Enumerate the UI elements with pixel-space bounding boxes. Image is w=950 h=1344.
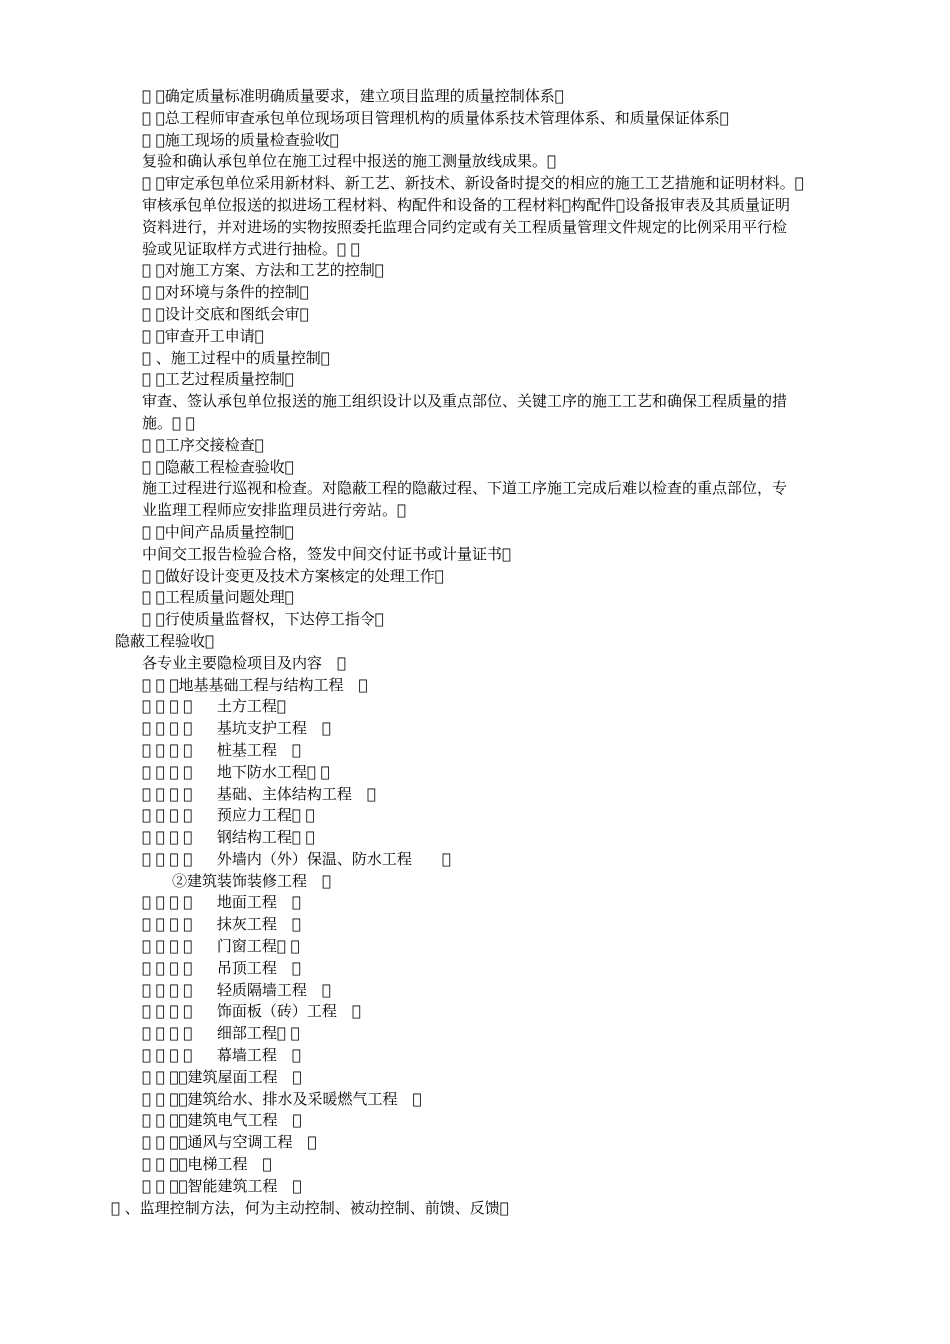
document-line: ⑦电梯工程 [142, 1155, 261, 1174]
document-line: ）工程质量问题处理 [142, 588, 292, 607]
document-line: ）对施工方案、方法和工艺的控制 [142, 261, 382, 280]
document-line: 业监理工程师应安排监理员进行旁站。 [142, 501, 402, 520]
document-line: 外墙内（外）保温、防水工程 [142, 849, 430, 868]
document-line: ）隐蔽工程检查验收 [142, 457, 292, 476]
document-line: 抹灰工程 [142, 915, 280, 934]
document-line: ④建筑给水、排水及采暖燃气工程 [142, 1089, 411, 1108]
document-line: 基础、主体结构工程 [142, 784, 355, 803]
document-line: ）工艺过程质量控制 [142, 370, 292, 389]
document-line: ⑧智能建筑工程 [142, 1176, 291, 1195]
document-line: 钢结构工程 [142, 828, 290, 847]
document-line: 桩基工程 [142, 740, 280, 759]
document-line: 中间交工报告检验合格，签发中间交付证书或计量证书 [142, 544, 507, 563]
document-line: ）确定质量标准明确质量要求，建立项目监理的质量控制体系 [142, 87, 562, 105]
document-line: 轻质隔墙工程 [142, 980, 310, 999]
document-line: 隐蔽工程验收 [115, 631, 210, 650]
document-line: 地面工程 [142, 893, 280, 912]
document-line: 土方工程 [142, 697, 265, 716]
document-line: ）总工程师审查承包单位现场项目管理机构的质量体系技术管理体系、和质量保证体系 [142, 108, 727, 127]
document-line: ）对环境与条件的控制 [142, 283, 307, 302]
document-line: 复验和确认承包单位在施工过程中报送的施工测量放线成果。 [142, 152, 552, 171]
document-line: 、监理控制方法，何为主动控制、被动控制、前馈、反馈 [111, 1198, 501, 1217]
document-line: ）设计交底和图纸会审 [142, 304, 307, 323]
document-line: 基坑支护工程 [142, 719, 310, 738]
document-line: 、施工过程中的质量控制 [142, 348, 322, 367]
document-line: ）行使质量监督权，下达停工指令 [142, 610, 382, 629]
document-line: 资料进行，并对进场的实物按照委托监理合同约定或有关工程质量管理文件规定的比例采用平行检 [142, 217, 788, 236]
document-line: 验或见证取样方式进行抽检。 [142, 239, 352, 258]
document-line: ）审定承包单位采用新材料、新工艺、新技术、新设备时提交的相应的施工工艺措施和证明材料。 [142, 174, 802, 193]
document-line: ②建筑装饰装修工程 [142, 871, 327, 890]
document-line: 地下防水工程 [142, 762, 305, 781]
document-line: ）审查开工申请 [142, 326, 262, 345]
document-line: ）中间产品质量控制 [142, 522, 292, 541]
document-line: ）施工现场的质量检查验收 [142, 130, 337, 149]
document-line: 门窗工程 [142, 937, 275, 956]
document-line: 吊顶工程 [142, 958, 280, 977]
document-line: 施工过程进行巡视和检查。对隐蔽工程的隐蔽过程、下道工序施工完成后难以检查的重点部位，专 [142, 479, 788, 498]
document-line: 审查、签认承包单位报送的施工组织设计以及重点部位、关键工序的施工工艺和确保工程质量的措 [142, 392, 788, 411]
document-line: 预应力工程 [142, 806, 290, 825]
document-line: 审核承包单位报送的拟进场工程材料、构配件和设备的工程材料 构配件 设备报审表及其质量证明 [142, 195, 782, 214]
document-line: 幕墙工程 [142, 1046, 280, 1065]
document-line: ③建筑屋面工程 [142, 1067, 291, 1086]
document-line: ）工序交接检查 [142, 435, 262, 454]
document-line: 施。 [142, 413, 187, 432]
document-line: ①地基基础工程与结构工程 [142, 675, 361, 694]
document-line: ）做好设计变更及技术方案核定的处理工作 [142, 566, 442, 585]
document-line: 细部工程 [142, 1024, 275, 1043]
document-page [0, 86, 950, 1219]
document-line: 各专业主要隐检项目及内容 [142, 653, 342, 672]
document-line: 饰面板（砖）工程 [142, 1002, 340, 1021]
document-line: ⑤建筑电气工程 [142, 1111, 291, 1130]
document-line: ⑥通风与空调工程 [142, 1133, 306, 1152]
